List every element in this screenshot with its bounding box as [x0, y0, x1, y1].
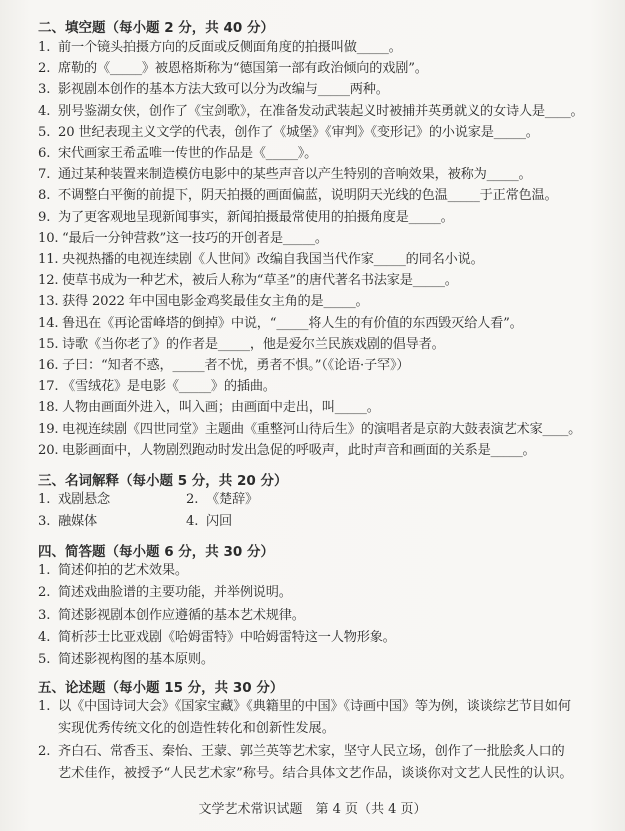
question-text: 齐白石、常香玉、秦怡、王蒙、郭兰英等艺术家，坚守人民立场，创作了一批脍炙人口的 — [58, 744, 565, 759]
question-number: 4. — [38, 103, 51, 119]
question-row — [38, 272, 458, 290]
question-text-continued: 实现优秀传统文化的创造性转化和创新性发展。 — [58, 721, 335, 736]
question-text: 使草书成为一种艺术，被后人称为“草圣”的唐代著名书法家是_____。 — [62, 273, 458, 289]
question-row — [38, 584, 292, 602]
question-number: 1. — [38, 699, 51, 714]
question-text: 人物由画面外进入，叫入画；由画面中走出，叫_____。 — [62, 400, 380, 416]
question-row — [38, 293, 369, 311]
question-number: 2. — [38, 585, 51, 601]
question-number: 13. — [38, 294, 59, 310]
question-row — [38, 209, 454, 227]
question-text: 不调整白平衡的前提下，阴天拍摄的画面偏蓝，说明阴天光线的色温_____于正常色温。 — [58, 188, 558, 204]
question-text: 闪回 — [206, 514, 232, 529]
question-number: 14. — [38, 315, 59, 331]
question-number: 20. — [38, 442, 59, 458]
question-text: 简述仰拍的艺术效果。 — [58, 563, 188, 578]
question-text: 通过某种装置来制造模仿电影中的某些声音以产生特别的音响效果，被称为_____。 — [58, 167, 532, 183]
question-text: 获得 2022 年中国电影金鸡奖最佳女主角的是_____。 — [62, 294, 369, 310]
question-number: 3. — [38, 82, 51, 98]
question-text: 融媒体 — [58, 514, 97, 529]
question-text: 简述影视剧本创作应遵循的基本艺术规律。 — [58, 607, 305, 623]
question-number: 1. — [38, 40, 51, 55]
question-number: 2. — [38, 61, 51, 77]
question-number: 1. — [38, 492, 51, 507]
question-row — [38, 513, 232, 531]
question-number: 12. — [38, 273, 59, 289]
page-footer: 文学艺术常识试题 第 4 页（共 4 页） — [198, 802, 427, 817]
question-number: 5. — [38, 124, 51, 140]
question-text: 别号鉴湖女侠，创作了《宝剑歌》，在准备发动武装起义时被捕并英勇就义的女诗人是____。 — [58, 103, 584, 119]
question-row — [38, 230, 328, 248]
question-text: 简述影视构图的基本原则。 — [58, 652, 214, 668]
question-text: 以《中国诗词大会》《国家宝藏》《典籍里的中国》《诗画中国》等为例，谈谈综艺节目如何 — [58, 699, 571, 714]
question-text: 20 世纪表现主义文学的代表，创作了《城堡》《审判》《变形记》的小说家是_____。 — [58, 124, 539, 140]
question-row — [38, 399, 380, 417]
question-row — [38, 378, 276, 396]
essay-question — [38, 698, 571, 716]
question-text: “最后一分钟营救”这一技巧的开创者是_____。 — [62, 230, 328, 246]
question-row — [38, 187, 558, 205]
question-text: 影视剧本创作的基本方法大致可以分为改编与_____两种。 — [58, 82, 389, 98]
question-row — [38, 562, 188, 580]
question-row — [38, 357, 409, 375]
question-number: 19. — [38, 421, 59, 437]
section-heading-short-answer: 四、简答题（每小题 6 分，共 30 分） — [38, 544, 274, 560]
question-number: 4. — [186, 514, 199, 529]
question-row — [38, 491, 258, 509]
question-row — [38, 81, 389, 99]
question-text: 诗歌《当你老了》的作者是_____，他是爱尔兰民族戏剧的倡导者。 — [62, 336, 445, 352]
question-text: 为了更客观地呈现新闻事实，新闻拍摄最常使用的拍摄角度是_____。 — [58, 209, 454, 225]
section-heading-essay: 五、论述题（每小题 15 分，共 30 分） — [38, 680, 284, 696]
question-text: 宋代画家王希孟唯一传世的作品是《_____》。 — [58, 146, 318, 161]
essay-question — [38, 743, 565, 761]
question-number: 11. — [38, 252, 59, 267]
question-number: 2. — [38, 744, 51, 759]
question-row — [38, 251, 484, 269]
question-row — [38, 315, 523, 333]
question-number: 6. — [38, 146, 51, 161]
question-row — [38, 145, 317, 163]
question-row — [38, 124, 539, 142]
question-text: 戏剧悬念 — [58, 492, 110, 507]
question-text: 《雪绒花》是电影《_____》的插曲。 — [62, 379, 276, 395]
question-number: 2. — [186, 492, 199, 507]
question-row — [38, 442, 536, 460]
question-number: 16. — [38, 358, 59, 373]
question-text: 席勒的《_____》被恩格斯称为“德国第一部有政治倾向的戏剧”。 — [58, 61, 428, 77]
question-text: 央视热播的电视连续剧《人世间》改编自我国当代作家_____的同名小说。 — [62, 252, 484, 267]
question-number: 1. — [38, 563, 51, 578]
question-text: 简析莎士比亚戏剧《哈姆雷特》中哈姆雷特这一人物形象。 — [58, 629, 396, 645]
question-text: 简述戏曲脸谱的主要功能，并举例说明。 — [58, 585, 292, 601]
question-number: 3. — [38, 607, 51, 623]
question-row — [38, 103, 583, 121]
question-row — [38, 336, 445, 354]
question-text: 前一个镜头拍摄方向的反面或反侧面角度的拍摄叫做_____。 — [58, 40, 402, 55]
question-text: 电影画面中，人物剧烈跑动时发出急促的呼吸声，此时声音和画面的关系是_____。 — [62, 442, 536, 458]
question-text: 《楚辞》 — [206, 492, 258, 507]
question-row — [38, 39, 402, 57]
question-text: 电视连续剧《四世同堂》主题曲《重整河山待后生》的演唱者是京韵大鼓表演艺术家____。 — [62, 421, 582, 437]
question-number: 17. — [38, 379, 59, 395]
section-heading-fill-blank: 二、填空题（每小题 2 分，共 40 分） — [38, 20, 274, 36]
question-row — [38, 607, 305, 625]
question-number: 4. — [38, 629, 51, 645]
question-number: 7. — [38, 167, 51, 183]
question-number: 5. — [38, 652, 51, 668]
question-row — [38, 651, 214, 669]
question-number: 8. — [38, 188, 51, 204]
question-row — [38, 166, 532, 184]
question-text: 子曰：“知者不惑，_____者不忧，勇者不惧。”（《论语·子罕》） — [62, 358, 410, 373]
question-number: 9. — [38, 209, 51, 225]
section-heading-term-definitions: 三、名词解释（每小题 5 分，共 20 分） — [38, 473, 288, 489]
question-row — [38, 60, 428, 78]
question-number: 3. — [38, 514, 51, 529]
question-text: 鲁迅在《再论雷峰塔的倒掉》中说，“_____将人生的有价值的东西毁灭给人看”。 — [62, 315, 523, 331]
question-number: 15. — [38, 336, 59, 352]
question-row — [38, 421, 581, 439]
question-row — [38, 629, 396, 647]
question-number: 18. — [38, 400, 59, 416]
question-text-continued: 艺术佳作，被授予“人民艺术家”称号。结合具体文艺作品，谈谈你对文艺人民性的认识。 — [58, 766, 573, 781]
question-number: 10. — [38, 230, 59, 246]
